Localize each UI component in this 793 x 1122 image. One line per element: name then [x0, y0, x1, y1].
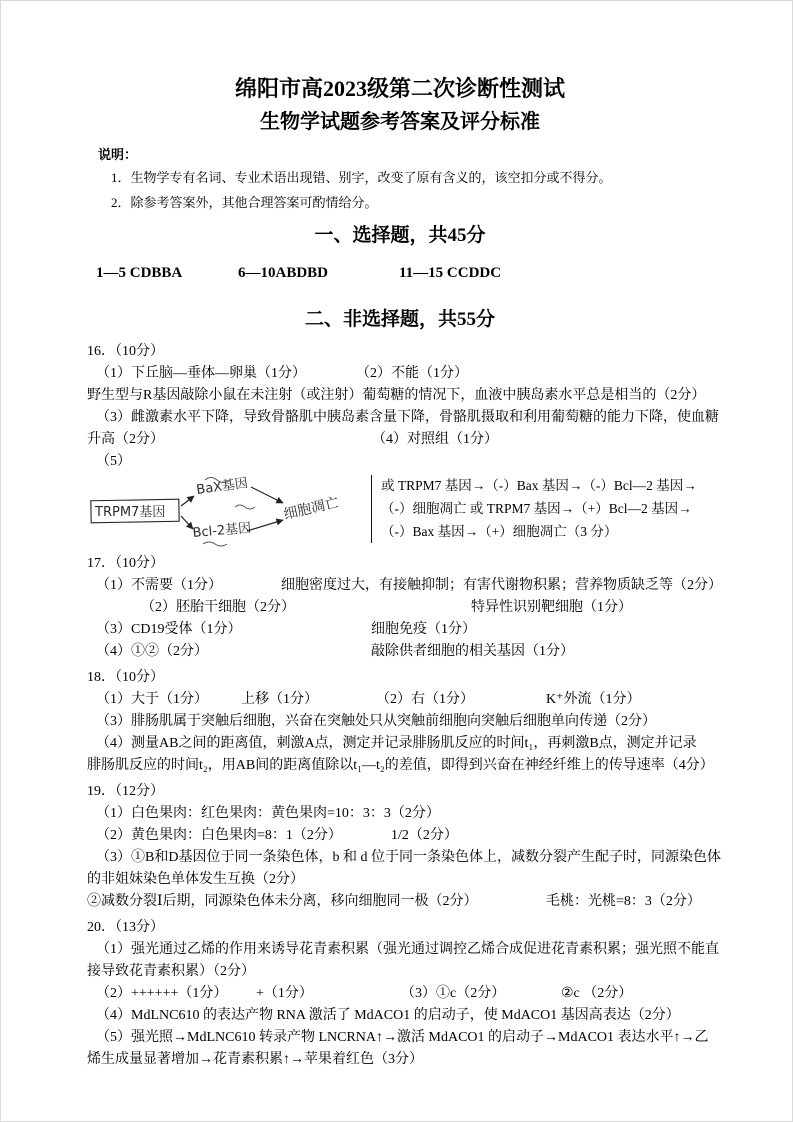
q18-line-2	[87, 711, 713, 733]
q19-line-2	[87, 825, 713, 847]
section-free-response-title: 二、非选择题，共55分	[304, 309, 495, 330]
answer-segment: （4）测量AB之间的距离值，刺激A点，测定并记录腓肠肌反应的时间t₁，再刺激B点，测定并记录	[96, 736, 697, 751]
q18-line-3	[87, 733, 713, 755]
diagram-node-apoptosis: 细胞凋亡	[282, 494, 341, 523]
q19-line-3	[87, 847, 721, 869]
diagram-divider	[371, 475, 372, 543]
mc-answers-6-10: 6—10ABDBD	[238, 265, 329, 281]
answer-segment: ②减数分裂Ⅰ后期，同源染色体未分离，移向细胞同一极（2分）	[87, 894, 478, 909]
q19-header-text: 19．（12分）	[87, 784, 164, 799]
q19-line-4	[87, 869, 713, 891]
answer-segment: （3）雌激素水平下降，导致骨骼肌中胰岛素含量下降，骨骼肌摄取和利用葡萄糖的能力下降，使血糖	[96, 410, 719, 425]
diagram-node-bax: BaX基因	[195, 475, 249, 498]
q20-header-text: 20．（13分）	[87, 920, 164, 935]
exam-title: 绵阳市高2023级第二次诊断性测试	[234, 76, 565, 101]
q16-alternative-answer	[381, 474, 697, 543]
alt-answer-line-1: 或 TRPM7 基因→（-）Bax 基因→（-）Bcl—2 基因→	[381, 478, 697, 493]
document-content	[87, 75, 722, 1071]
q16-line-5	[87, 451, 713, 473]
answer-segment: （1）大于（1分）	[96, 692, 208, 707]
q16-line-2	[87, 385, 713, 407]
answer-segment: （3）腓肠肌属于突触后细胞，兴奋在突触处只从突触前细胞向突触后细胞单向传递（2分）	[96, 714, 656, 729]
q18-header	[87, 667, 713, 689]
answer-segment: （4）对照组（1分）	[372, 432, 498, 447]
answer-segment: （3）CD19受体（1分）	[96, 622, 242, 637]
q18-line-4	[87, 755, 713, 777]
q19-line-5	[87, 891, 713, 913]
answer-segment: 的非姐妹染色单体发生互换（2分）	[87, 872, 304, 887]
answer-segment: 1/2（2分）	[391, 828, 458, 843]
q20-line-6	[87, 1049, 713, 1071]
mc-answers-1-5: 1—5 CDBBA	[96, 265, 183, 281]
notes-header: 说明：	[98, 147, 138, 162]
answer-segment: 毛桃：光桃=8：3（2分）	[546, 894, 701, 909]
q17-header-text: 17．（10分）	[87, 556, 164, 571]
handwriting-scribble	[235, 505, 255, 509]
answer-segment: （2）胚胎干细胞（2分）	[141, 600, 295, 615]
q16-line-1	[87, 363, 713, 385]
answer-segment: 野生型与R基因敲除小鼠在未注射（或注射）葡萄糖的情况下，血液中胰岛素水平总是相当的（2分）	[87, 388, 706, 403]
answer-segment: 上移（1分）	[241, 692, 318, 707]
answer-segment: （3）①c（2分）	[401, 986, 506, 1001]
answer-segment: （1）白色果肉：红色果肉：黄色果肉=10：3：3（2分）	[96, 806, 440, 821]
q18-header-text: 18．（10分）	[87, 670, 164, 685]
q16-header-text: 16．（10分）	[87, 344, 164, 359]
answer-segment: （2）黄色果肉：白色果肉=8：1（2分）	[96, 828, 342, 843]
answer-segment: ②c （2分）	[561, 986, 633, 1001]
answer-segment: （1）不需要（1分）	[96, 578, 222, 593]
q18-line-1	[87, 689, 713, 711]
diagram-arrow	[247, 520, 283, 531]
answer-segment: （5）	[96, 454, 131, 469]
diagram-node-bcl2: Bcl-2基因	[192, 520, 252, 541]
q20-line-2	[87, 961, 713, 983]
diagram-arrow	[251, 487, 283, 503]
q20-line-5	[87, 1027, 713, 1049]
handwriting-scribble	[203, 542, 227, 546]
q17-line-2	[87, 597, 713, 619]
answer-segment: （4）MdLNC610 的表达产物 RNA 激活了 MdACO1 的启动子，使 MdACO1 基因高表达（2分）	[96, 1008, 680, 1023]
q20-line-4	[87, 1005, 713, 1027]
section-choice-title: 一、选择题，共45分	[314, 225, 486, 246]
answer-segment: （4）①②（2分）	[96, 644, 208, 659]
q20-line-1	[87, 939, 719, 961]
answer-segment: 特异性识别靶细胞（1分）	[471, 600, 632, 615]
answer-segment: 升高（2分）	[87, 432, 164, 447]
note-item-1: 1．生物学专有名词、专业术语出现错、别字，改变了原有含义的，该空扣分或不得分。	[111, 170, 612, 185]
apoptosis-pathway-diagram	[87, 473, 377, 549]
answer-segment: （2）右（1分）	[376, 692, 474, 707]
q16-answer-5-area	[87, 473, 713, 549]
answer-segment: 接导致花青素积累）（2分）	[87, 964, 255, 979]
question-17	[87, 553, 722, 663]
answer-segment: 腓肠肌反应的时间t₂，用AB间的距离值除以t₁—t₂的差值，即得到兴奋在神经纤维上的传导速率（4分）	[87, 758, 714, 773]
note-item-2: 2．除参考答案外，其他合理答案可酌情给分。	[111, 195, 378, 210]
answer-segment: +（1分）	[256, 986, 313, 1001]
multiple-choice-answers	[87, 265, 713, 287]
q20-line-3	[87, 983, 713, 1005]
q17-header	[87, 553, 713, 575]
answer-segment: （2）不能（1分）	[356, 366, 468, 381]
question-18	[87, 667, 713, 777]
q17-line-4	[87, 641, 713, 663]
mc-answers-11-15: 11—15 CCDDC	[399, 265, 502, 281]
answer-segment: （1）下丘脑—垂体—卵巢（1分）	[96, 366, 306, 381]
answer-segment: 细胞密度过大，有接触抑制；有害代谢物积累；营养物质缺乏等（2分）	[281, 578, 722, 593]
question-20	[87, 917, 719, 1071]
q17-line-3	[87, 619, 713, 641]
answer-segment: 细胞免疫（1分）	[371, 622, 476, 637]
exam-subtitle: 生物学试题参考答案及评分标准	[260, 111, 540, 133]
q16-line-4	[87, 429, 713, 451]
answer-segment: （3）①B和D基因位于同一条染色体，b 和 d 位于同一条染色体上，减数分裂产生配子时，同源染色体	[96, 850, 721, 865]
alt-answer-line-2: （-）细胞凋亡 或 TRPM7 基因→（+）Bcl—2 基因→	[381, 501, 692, 516]
answer-segment: K⁺外流（1分）	[546, 692, 641, 707]
answer-segment: （5）强光照→MdLNC610 转录产物 LNCRNA↑→激活 MdACO1 的启动子→MdACO1 表达水平↑→乙	[96, 1030, 709, 1045]
q16-line-3	[87, 407, 719, 429]
q17-line-1	[87, 575, 722, 597]
answer-segment: （2）++++++（1分）	[96, 986, 228, 1001]
diagram-arrow	[181, 496, 194, 506]
question-19	[87, 781, 721, 913]
diagram-arrow	[181, 516, 193, 529]
q20-header	[87, 917, 713, 939]
answer-segment: 敲除供者细胞的相关基因（1分）	[371, 644, 574, 659]
q19-line-1	[87, 803, 713, 825]
answer-segment: 烯生成量显著增加→花青素积累↑→苹果着红色（3分）	[87, 1052, 423, 1067]
question-16	[87, 341, 719, 549]
alt-answer-line-3: （-）Bax 基因→（+）细胞凋亡（3 分）	[381, 524, 618, 539]
diagram-node-trpm7: TRPM7基因	[95, 505, 166, 520]
q19-header	[87, 781, 713, 803]
notes-block	[87, 145, 713, 215]
answer-segment: （1）强光通过乙烯的作用来诱导花青素积累（强光通过调控乙烯合成促进花青素积累；强光照不能直	[96, 942, 719, 957]
q16-header	[87, 341, 713, 363]
